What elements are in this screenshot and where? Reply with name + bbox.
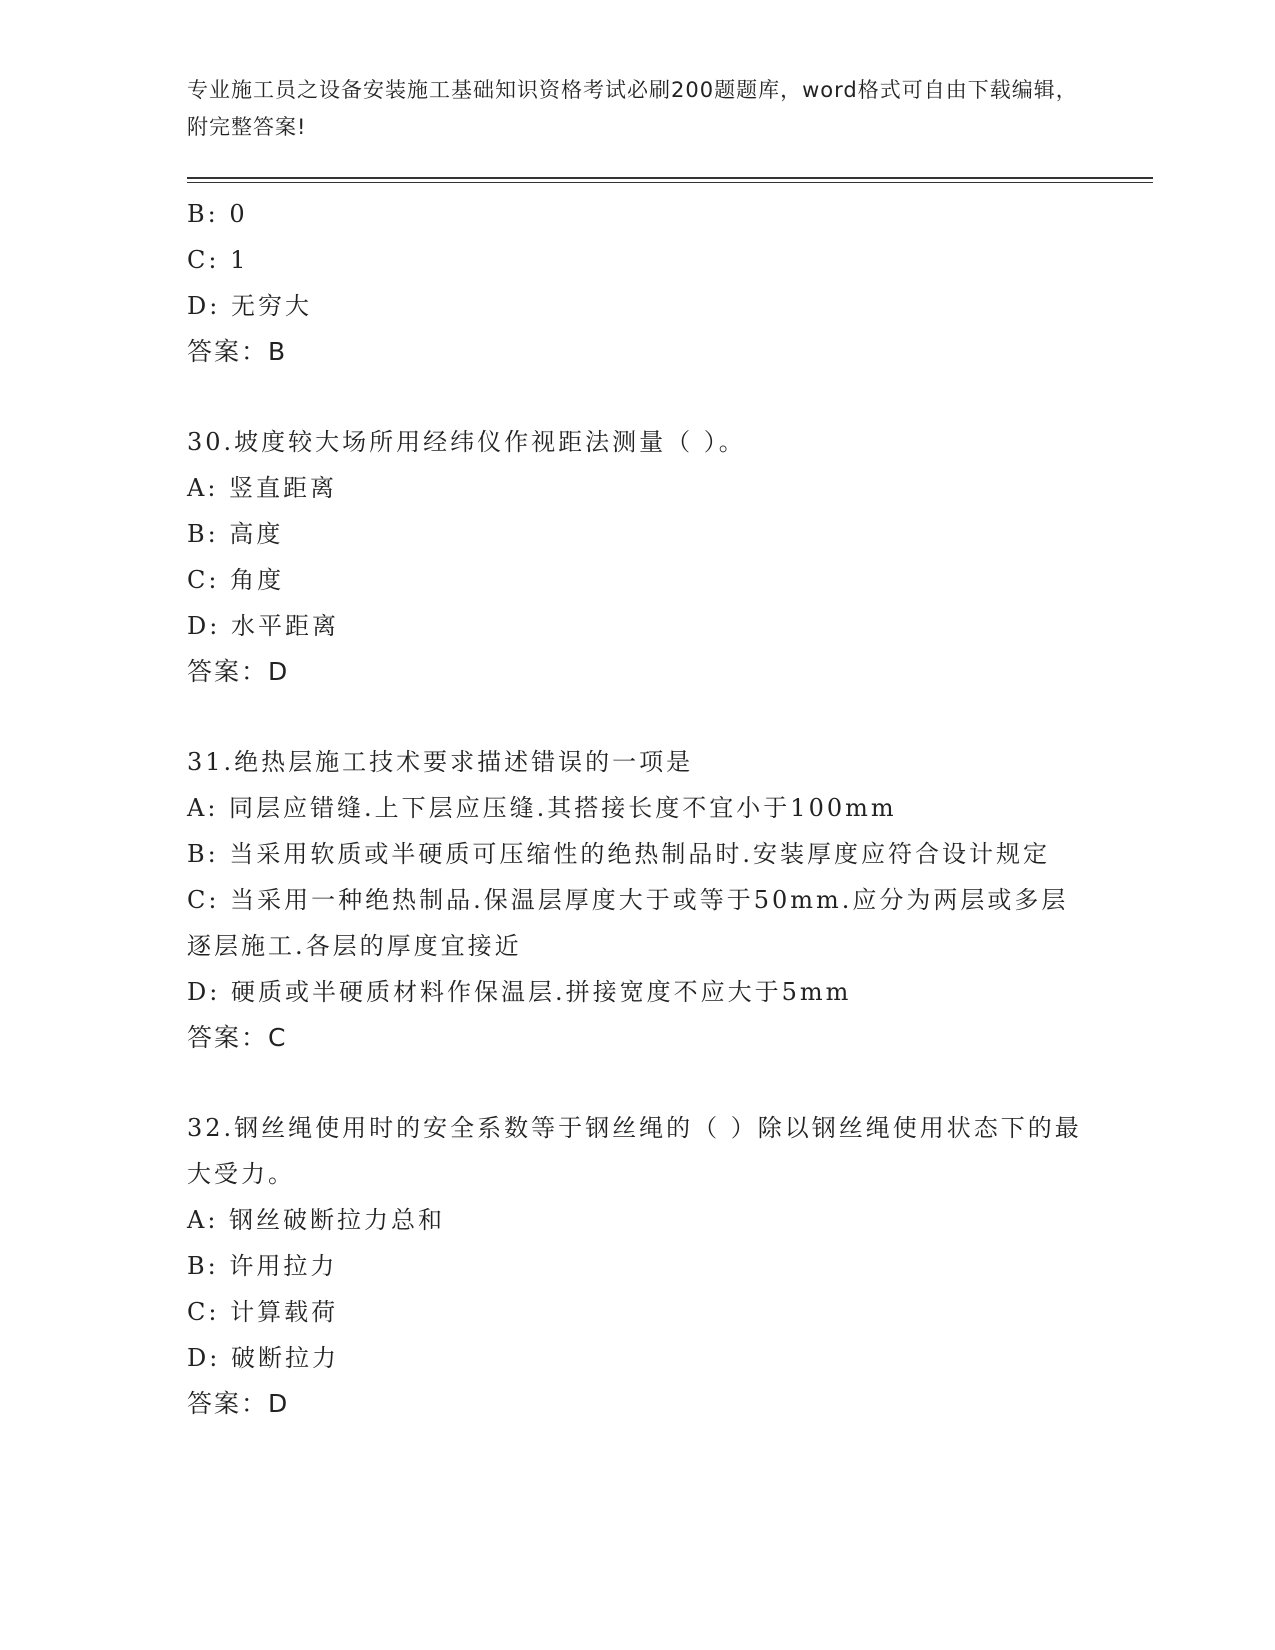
answer-line: 答案：D <box>187 1389 290 1418</box>
question-block-32 <box>187 1105 1087 1427</box>
option-a: A: 竖直距离 <box>187 474 338 502</box>
answer-line: 答案：D <box>187 657 290 686</box>
option-c: C: 计算载荷 <box>187 1298 339 1326</box>
option-b: B: 高度 <box>187 520 284 548</box>
spacer <box>187 375 1087 419</box>
option-d: D: 无穷大 <box>187 292 312 320</box>
question-stem: 32.钢丝绳使用时的安全系数等于钢丝绳的（ ）除以钢丝绳使用状态下的最大受力。 <box>187 1114 1082 1188</box>
question-stem: 31.绝热层施工技术要求描述错误的一项是 <box>187 748 694 776</box>
question-stem: 30.坡度较大场所用经纬仪作视距法测量（ ）。 <box>187 428 746 456</box>
spacer <box>187 1061 1087 1105</box>
question-block-30 <box>187 419 1087 695</box>
option-d: D: 硬质或半硬质材料作保温层.拼接宽度不应大于5mm <box>187 978 852 1006</box>
option-b: B: 许用拉力 <box>187 1252 338 1280</box>
header-divider-thick <box>187 177 1153 179</box>
question-block-31 <box>187 739 1087 1061</box>
option-c: C: 角度 <box>187 566 285 594</box>
option-c: C: 1 <box>187 246 249 274</box>
spacer <box>187 695 1087 739</box>
answer-line: 答案：C <box>187 1023 288 1052</box>
option-c: C: 当采用一种绝热制品.保温层厚度大于或等于50mm.应分为两层或多层逐层施工.各层的厚度宜接近 <box>187 886 1069 960</box>
option-a: A: 同层应错缝.上下层应压缝.其搭接长度不宜小于100mm <box>187 794 897 822</box>
header-divider-thin <box>187 182 1153 183</box>
option-b: B: 当采用软质或半硬质可压缩性的绝热制品时.安装厚度应符合设计规定 <box>187 840 1050 868</box>
option-d: D: 水平距离 <box>187 612 339 640</box>
option-a: A: 钢丝破断拉力总和 <box>187 1206 446 1234</box>
option-d: D: 破断拉力 <box>187 1344 339 1372</box>
question-list <box>187 191 1087 1427</box>
option-b: B: 0 <box>187 200 248 228</box>
document-header: 专业施工员之设备安装施工基础知识资格考试必刷200题题库，word格式可自由下载编辑，附完整答案! <box>187 78 1078 139</box>
question-block-29 <box>187 191 1087 375</box>
answer-line: 答案：B <box>187 337 288 366</box>
